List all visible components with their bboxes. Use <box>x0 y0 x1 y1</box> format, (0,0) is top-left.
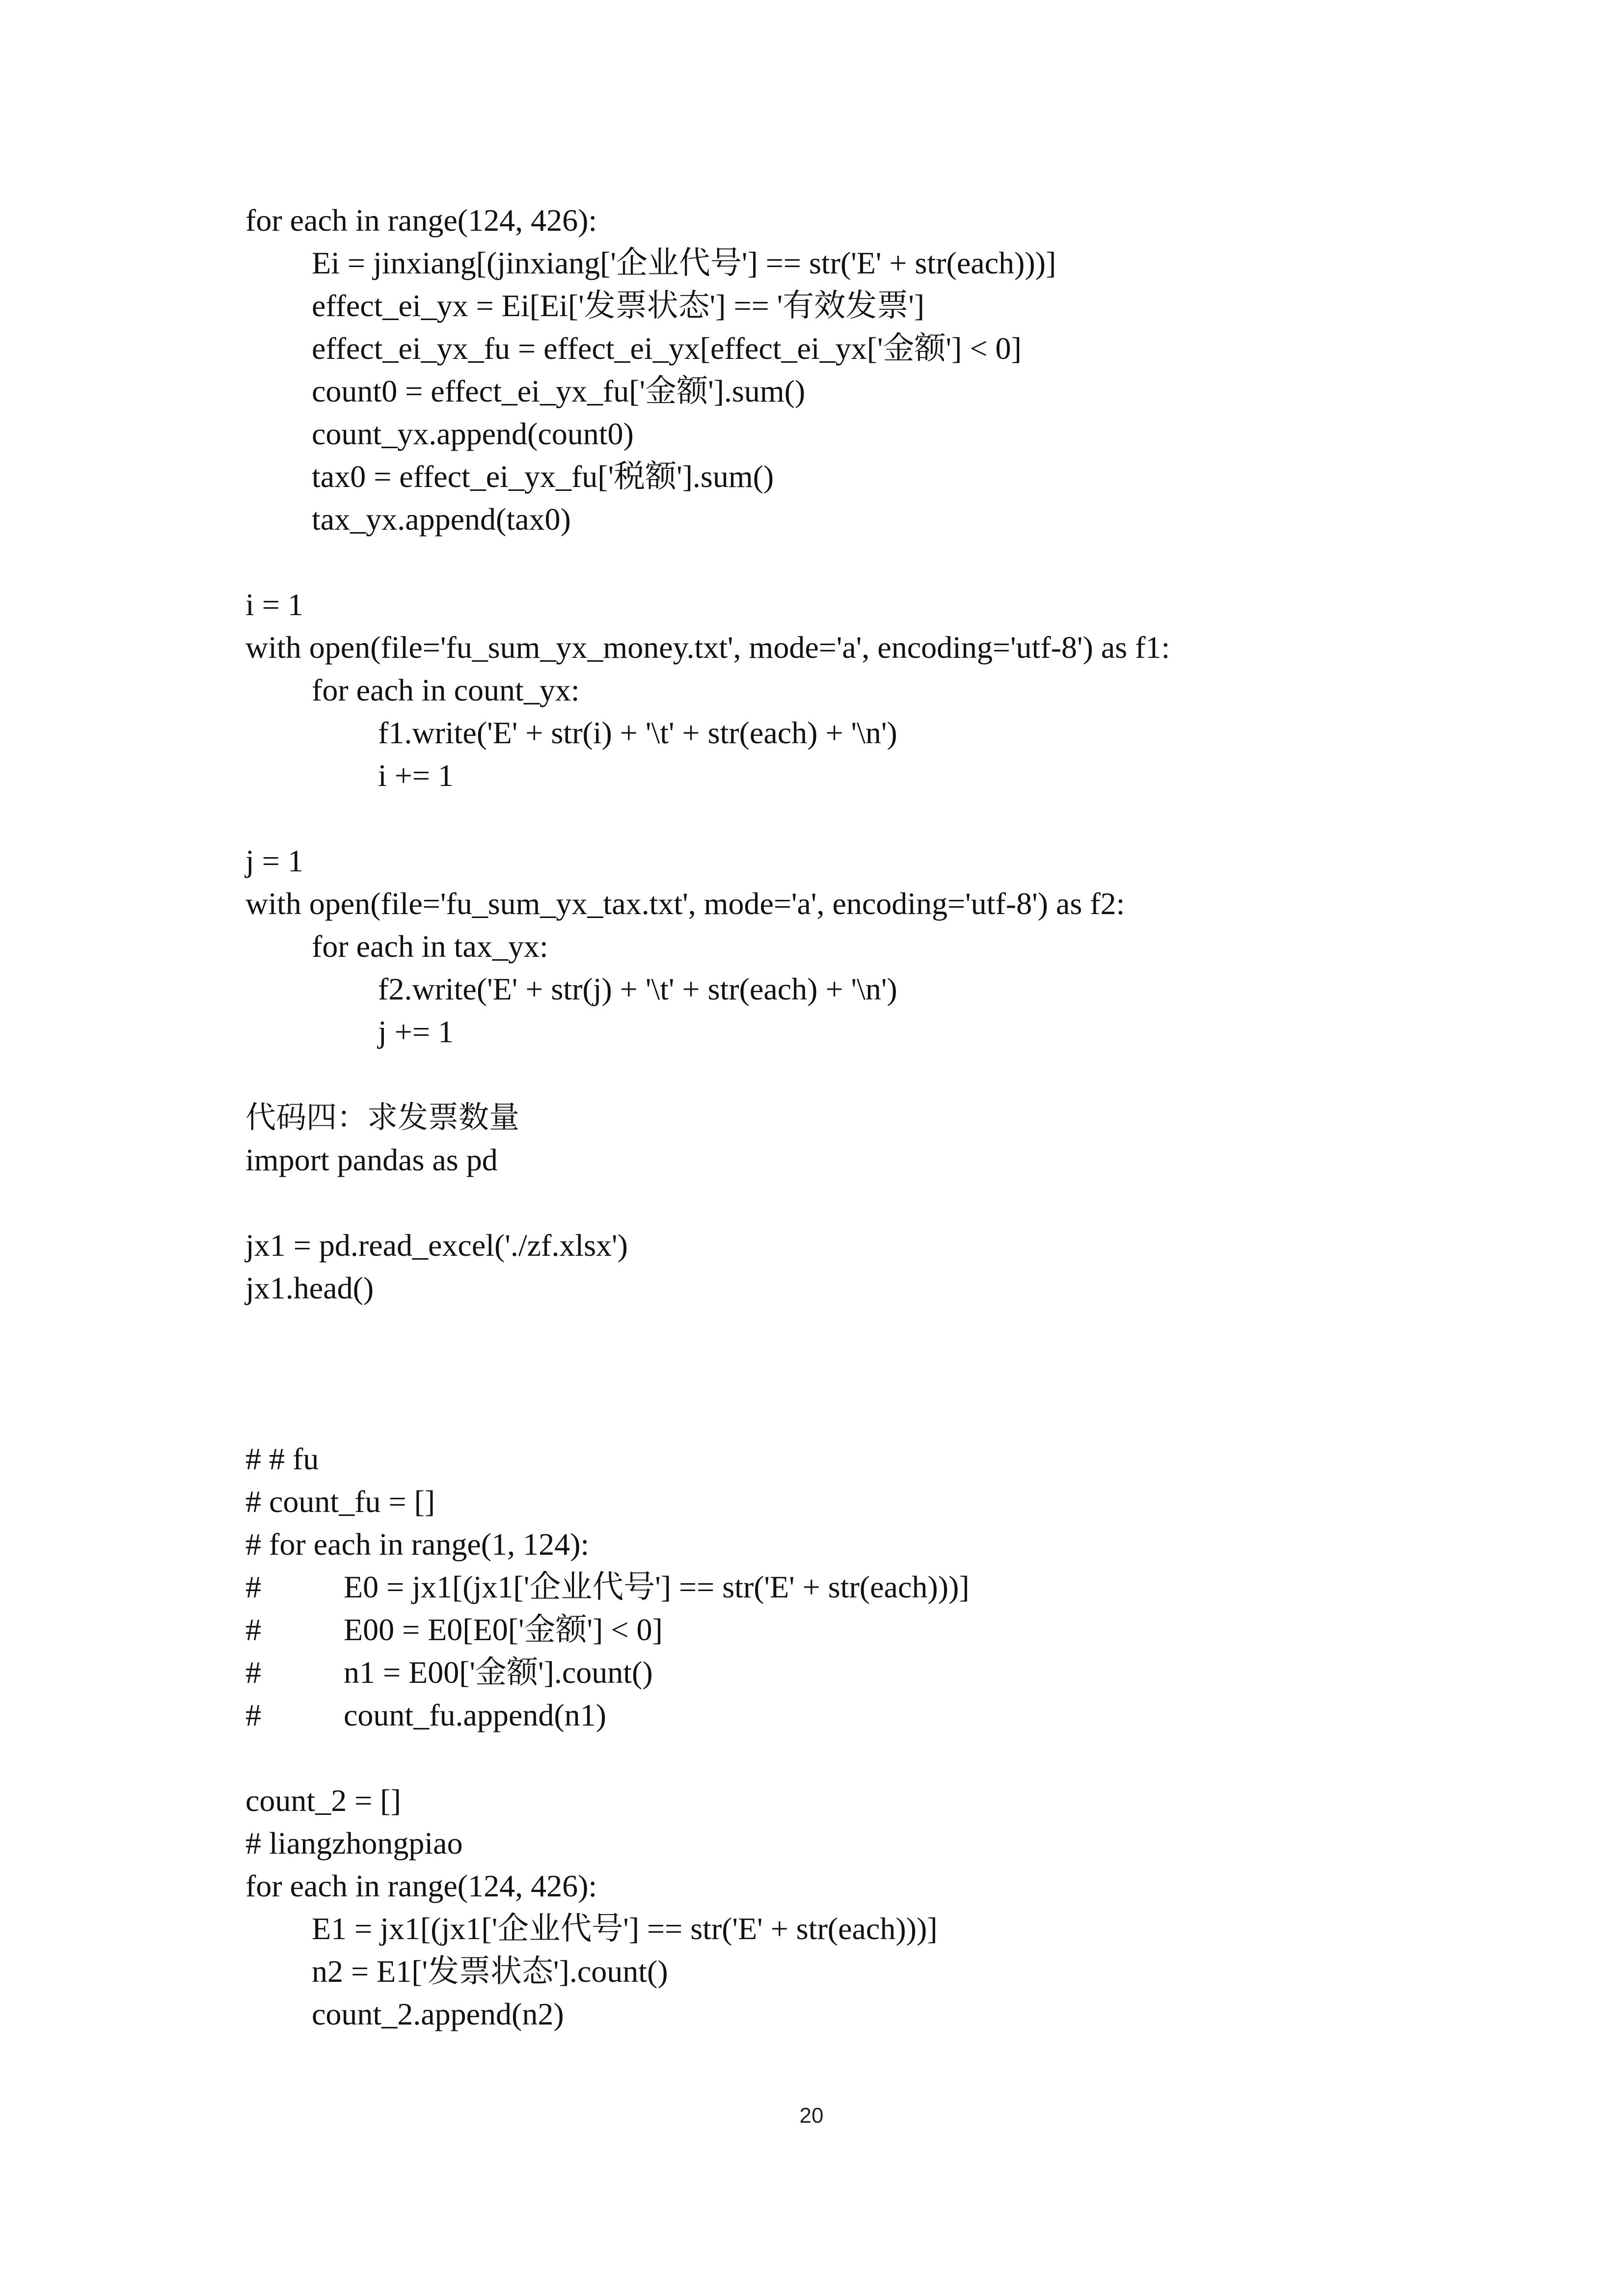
blank-gap <box>245 1309 1424 1437</box>
comment-line: # liangzhongpiao <box>245 1826 463 1861</box>
comment-line <box>245 1651 1424 1694</box>
comment-marker: # <box>245 1612 261 1647</box>
code-line: tax_yx.append(tax0) <box>312 502 571 537</box>
code-line: with open(file='fu_sum_yx_money.txt', mode='a', encoding='utf-8') as f1: <box>245 630 1170 665</box>
code-line: f1.write('E' + str(i) + '\t' + str(each) + '\n') <box>378 715 897 750</box>
code-line: E1 = jx1[(jx1['企业代号'] == str('E' + str(each)))] <box>312 1911 938 1946</box>
code-line: for each in tax_yx: <box>312 929 548 964</box>
blank-line <box>245 797 1424 839</box>
code-line: for each in range(124, 426): <box>245 203 597 238</box>
comment-line <box>245 1608 1424 1651</box>
comment-line: # # fu <box>245 1441 319 1476</box>
blank-line <box>245 1736 1424 1779</box>
code-line: effect_ei_yx = Ei[Ei['发票状态'] == '有效发票'] <box>312 288 925 323</box>
blank-line <box>245 540 1424 583</box>
comment-code: E00 = E0[E0['金额'] < 0] <box>344 1612 663 1647</box>
code-line: import pandas as pd <box>245 1142 498 1177</box>
comment-code: n1 = E00['金额'].count() <box>344 1655 653 1690</box>
code-line: effect_ei_yx_fu = effect_ei_yx[effect_ei_yx['金额'] < 0] <box>312 331 1022 366</box>
comment-code: E0 = jx1[(jx1['企业代号'] == str('E' + str(each)))] <box>344 1569 970 1604</box>
comment-line: # count_fu = [] <box>245 1484 435 1519</box>
code-line: count0 = effect_ei_yx_fu['金额'].sum() <box>312 374 806 408</box>
code-line: count_yx.append(count0) <box>312 416 634 451</box>
code-line: j += 1 <box>378 1014 454 1049</box>
code-line: n2 = E1['发票状态'].count() <box>312 1954 668 1989</box>
page-content <box>245 199 1424 2035</box>
code-line: jx1.head() <box>245 1270 374 1305</box>
blank-line <box>245 1181 1424 1224</box>
comment-line: # for each in range(1, 124): <box>245 1527 590 1562</box>
comment-line <box>245 1694 1424 1736</box>
code-line: count_2 = [] <box>245 1783 401 1818</box>
code-line: tax0 = effect_ei_yx_fu['税额'].sum() <box>312 459 774 494</box>
page-number: 20 <box>799 2104 824 2128</box>
section-heading: 代码四：求发票数量 <box>245 1099 520 1135</box>
blank-line <box>245 1053 1424 1096</box>
code-line: jx1 = pd.read_excel('./zf.xlsx') <box>245 1228 628 1263</box>
comment-marker: # <box>245 1569 261 1604</box>
code-line: for each in count_yx: <box>312 673 580 707</box>
comment-marker: # <box>245 1698 261 1732</box>
comment-marker: # <box>245 1655 261 1690</box>
code-line: for each in range(124, 426): <box>245 1868 597 1903</box>
comment-line <box>245 1566 1424 1608</box>
code-line: j = 1 <box>245 843 303 878</box>
code-line: i = 1 <box>245 587 303 622</box>
code-line: with open(file='fu_sum_yx_tax.txt', mode='a', encoding='utf-8') as f2: <box>245 886 1125 921</box>
code-line: Ei = jinxiang[(jinxiang['企业代号'] == str('E' + str(each)))] <box>312 245 1056 280</box>
comment-code: count_fu.append(n1) <box>344 1698 606 1732</box>
code-line: i += 1 <box>378 758 454 793</box>
code-line: count_2.append(n2) <box>312 1997 564 2031</box>
code-line: f2.write('E' + str(j) + '\t' + str(each) + '\n') <box>378 972 897 1006</box>
